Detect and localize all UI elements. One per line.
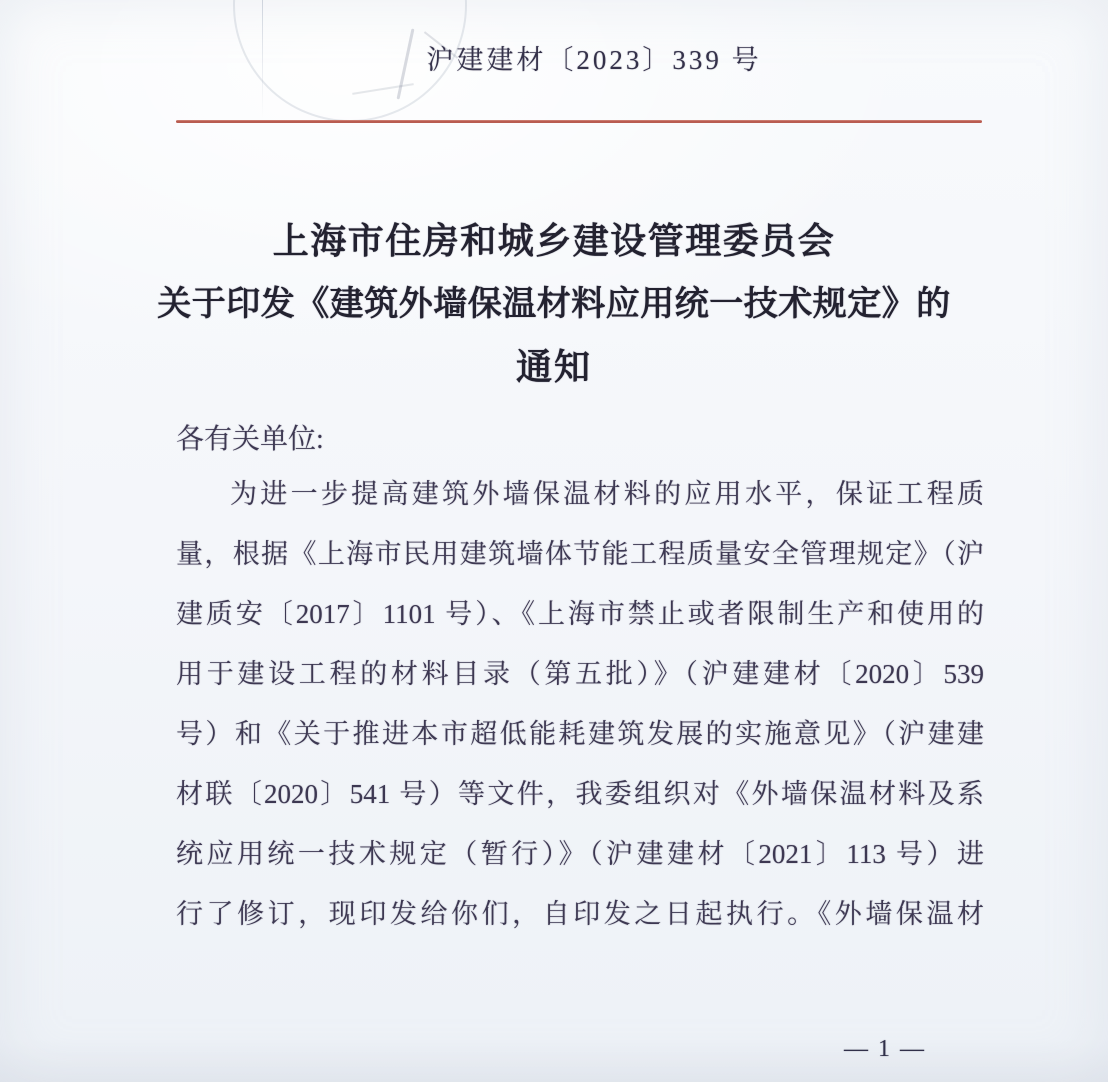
red-divider-line — [176, 120, 982, 123]
body-line: 号）和《关于推进本市超低能耗建筑发展的实施意见》（沪建建 — [176, 719, 984, 749]
document-number: 沪建建材〔2023〕339 号 — [426, 45, 762, 75]
title-line-issuer: 上海市住房和城乡建设管理委员会 — [272, 221, 836, 261]
body-line: 量，根据《上海市民用建筑墙体节能工程质量安全管理规定》（沪 — [176, 539, 984, 569]
title-line-notice: 通知 — [515, 347, 592, 387]
body-line: 统应用统一技术规定（暂行）》（沪建建材〔2021〕113 号）进 — [176, 839, 984, 869]
body-line: 行了修订，现印发给你们，自印发之日起执行。《外墙保温材 — [176, 899, 984, 929]
title-line-subject: 关于印发《建筑外墙保温材料应用统一技术规定》的 — [157, 286, 951, 323]
salutation: 各有关单位: — [176, 424, 324, 455]
body-paragraph — [176, 464, 984, 944]
page-number: — 1 — — [844, 1036, 926, 1062]
body-line: 材联〔2020〕541 号）等文件，我委组织对《外墙保温材料及系 — [176, 779, 984, 809]
document-title — [94, 210, 1014, 399]
body-line: 建质安〔2017〕1101 号）、《上海市禁止或者限制生产和使用的 — [176, 599, 984, 629]
body-line: 为进一步提高建筑外墙保温材料的应用水平，保证工程质 — [230, 479, 984, 509]
body-line: 用于建设工程的材料目录（第五批）》（沪建建材〔2020〕539 — [176, 659, 984, 689]
